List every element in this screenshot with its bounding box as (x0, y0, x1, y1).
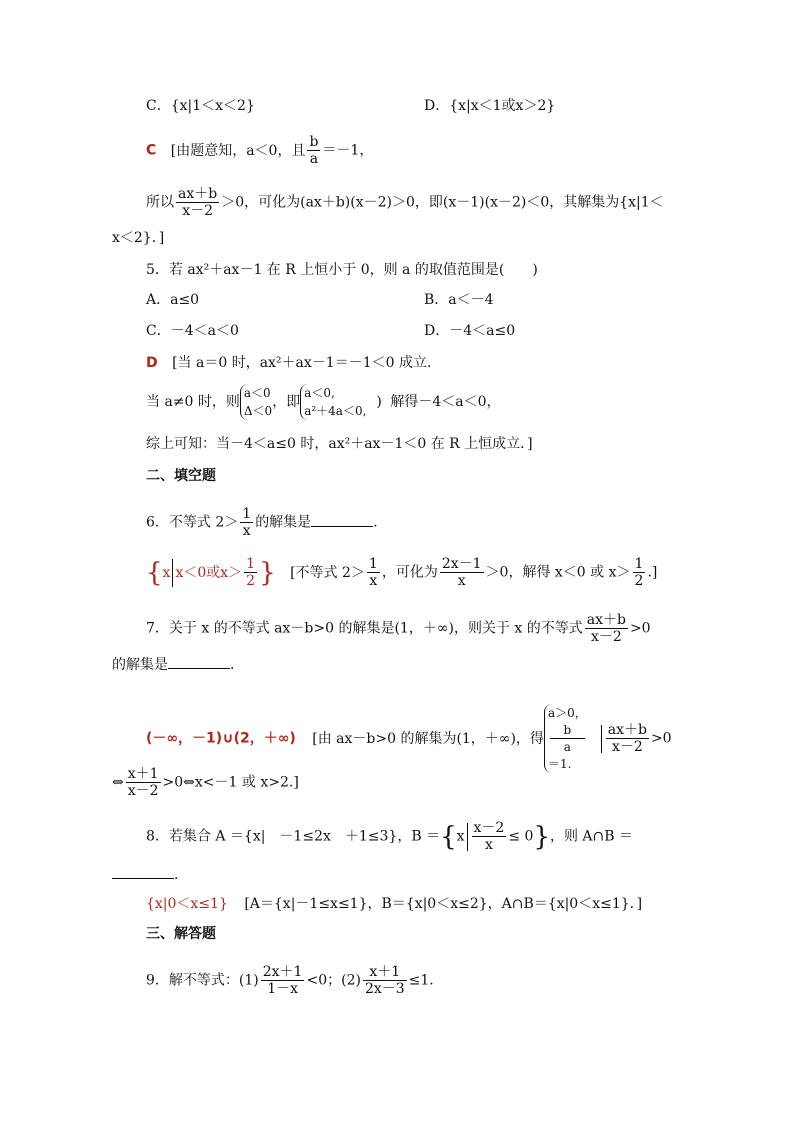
q7-answer: (－∞，－1)∪(2，＋∞) [由 ax－b>0 的解集为(1，＋∞)，得 a＞0， b a ＝1. $\frac{ax+b}{x-2}$ >0 (146, 706, 672, 771)
q7-stem-frac: $\frac{ax+b}{x-2}$ (586, 612, 626, 645)
q4-answer-line3: x＜2}．] (112, 230, 165, 246)
q5-answer-line2: 当 a≠0 时，则 a＜0 Δ＜0 ，即 a＜0, a²＋4a＜0, ) 解得－4＜a＜0， (146, 386, 501, 418)
q6-stem-frac: $\frac{1}{x}$ (242, 506, 252, 539)
q5-answer-line3: 综上可知：当－4＜a≤0 时，ax²＋ax－1＜0 在 R 上恒成立．] (146, 436, 533, 452)
q8-stem: 8．若集合 A ＝{x| －1≤2x ＋1≤3}，B ＝{x $\frac{x-2}{x}$ ≤ 0}，则 A∩B ＝ (146, 820, 634, 853)
q4-answer-letter: C (146, 142, 157, 159)
q4-answer-line2: 所以 $\frac{ax+b}{x-2}$ ＞0，可化为(ax＋b)(x－2)＞0，即(x－1)(x－2)＜0，其解集为{x|1＜ (146, 186, 664, 219)
q4-option-c: C．{x|1＜x＜2} (146, 98, 255, 114)
q5-system1: a＜0 Δ＜0 (240, 384, 272, 420)
q5-system2: a＜0, a²＋4a＜0, (300, 384, 366, 420)
q5-option-c: C．－4＜a＜0 (146, 323, 239, 339)
q5-answer-line1: D [当 a＝0 时，ax²＋ax－1＝－1＜0 成立． (146, 355, 441, 371)
section-solve-title: 三、解答题 (146, 926, 216, 942)
q7-stem-line2: 的解集是 . (112, 654, 234, 675)
q5-option-b: B．a＜－4 (424, 292, 494, 308)
q4-answer-line1: C [由题意知，a＜0，且 $\frac{b}{a}$ ＝－1， (146, 134, 374, 167)
q9-stem: 9．解不等式：(1) $\frac{2x+1}{1-x}$ <0；(2) $\frac{x+1}{2x-3}$ ≤1. (146, 964, 434, 997)
section-fill-in-title: 二、填空题 (146, 468, 216, 484)
q6-answer-set: {x x＜0或x＞ $\frac{1}{2}$ } (146, 556, 276, 589)
q8-stem-line2: . (112, 864, 178, 885)
q6-answer: {x x＜0或x＞ $\frac{1}{2}$ } [不等式 2＞ $\frac{1}{x}$ ，可化为 $\frac{2x-1}{x}$ ＞0，解得 x＜0 或 x＞ $\frac{1}{2}$ .] (146, 556, 658, 589)
q5-answer-letter: D (146, 355, 158, 371)
q7-system: a＞0， b a ＝1. (544, 704, 587, 773)
q5-option-d: D．－4＜a≤0 (424, 323, 516, 339)
q7-answer-line2: ⇔ $\frac{x+1}{x-2}$ >0⇔x<－1 或 x>2.] (112, 766, 299, 799)
q6-stem: 6．不等式 2＞ $\frac{1}{x}$ 的解集是 . (146, 506, 378, 539)
q4-option-d: D．{x|x＜1或x＞2} (424, 98, 556, 114)
q4-answer-frac: $\frac{b}{a}$ (309, 134, 319, 167)
q7-stem: 7．关于 x 的不等式 ax－b>0 的解集是(1，＋∞)，则关于 x 的不等式 $\frac{ax+b}{x-2}$ >0 (146, 612, 651, 645)
q5-option-a: A．a≤0 (146, 292, 200, 308)
q4-answer-text: [由题意知，a＜0，且 (170, 142, 306, 159)
q8-blank (112, 864, 174, 879)
q4-answer-frac2: $\frac{ax+b}{x-2}$ (178, 186, 218, 219)
q7-answer-value: (－∞，－1)∪(2，＋∞) (146, 730, 296, 747)
q5-stem: 5．若 ax²＋ax－1 在 R 上恒小于 0，则 a 的取值范围是( ) (146, 262, 538, 278)
q6-blank (311, 512, 373, 527)
q8-answer-value: {x|0＜x≤1} (146, 896, 228, 912)
q7-blank (168, 654, 230, 669)
q8-answer: {x|0＜x≤1} [A＝{x|－1≤x≤1}，B＝{x|0＜x≤2}，A∩B＝{x|0＜x≤1}．] (146, 896, 643, 912)
q8-set-b: {x $\frac{x-2}{x}$ ≤ 0} (440, 820, 550, 853)
